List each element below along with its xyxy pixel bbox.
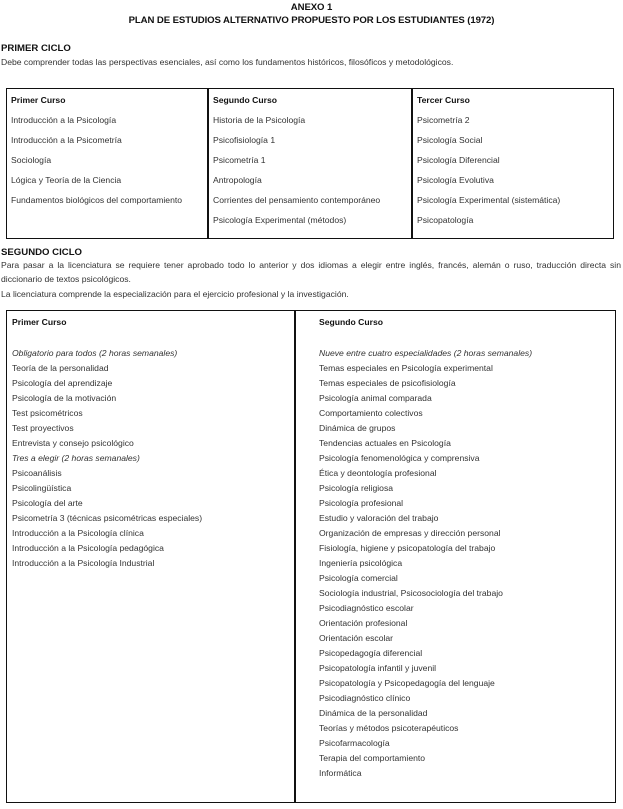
course-item: Psicología religiosa (319, 483, 394, 493)
course-item: Test proyectivos (12, 423, 74, 433)
column-title: Primer Curso (11, 95, 66, 105)
group-note: Tres a elegir (2 horas semanales) (12, 453, 140, 463)
course-item: Introducción a la Psicología pedagógica (12, 543, 164, 553)
course-item: Fundamentos biológicos del comportamiento (11, 195, 183, 205)
segundo-ciclo-column-2 (296, 311, 615, 802)
course-item: Orientación profesional (319, 618, 408, 628)
course-item: Organización de empresas y dirección personal (319, 528, 501, 538)
course-item: Introducción a la Psicología Industrial (12, 558, 155, 568)
course-item: Psicología Diferencial (417, 155, 500, 165)
course-item: Psicología Experimental (métodos) (213, 215, 347, 225)
primer-ciclo-column-2 (209, 89, 413, 238)
group-note: Nueve entre cuatro especialidades (2 horas semanales) (319, 348, 533, 358)
course-item: Psicofisiología 1 (213, 135, 276, 145)
course-item: Psicodiagnóstico escolar (319, 603, 414, 613)
segundo-ciclo-column-1 (7, 311, 296, 802)
course-item: Psicometría 1 (213, 155, 266, 165)
course-item: Psicometría 3 (técnicas psicométricas especiales) (12, 513, 203, 523)
course-item: Psicología animal comparada (319, 393, 432, 403)
course-item: Estudio y valoración del trabajo (319, 513, 439, 523)
course-item: Introducción a la Psicometría (11, 135, 122, 145)
course-item: Introducción a la Psicología clínica (12, 528, 144, 538)
course-item: Psicopatología (417, 215, 474, 225)
column-title: Segundo Curso (319, 317, 383, 327)
segundo-ciclo-heading: SEGUNDO CICLO (1, 247, 83, 258)
primer-ciclo-description: Debe comprender todas las perspectivas esenciales, así como los fundamentos históricos, filosóficos y metodológicos. (1, 57, 454, 67)
course-item: Tendencias actuales en Psicología (319, 438, 451, 448)
course-item: Informática (319, 768, 362, 778)
group-note: Obligatorio para todos (2 horas semanales) (12, 348, 178, 358)
course-item: Teoría de la personalidad (12, 363, 109, 373)
course-item: Psicología de la motivación (12, 393, 117, 403)
course-item: Teorías y métodos psicoterapéuticos (319, 723, 459, 733)
course-item: Psicología del aprendizaje (12, 378, 113, 388)
course-item: Psicopatología y Psicopedagogía del lenguaje (319, 678, 495, 688)
primer-ciclo-table (6, 88, 614, 239)
course-item: Psicodiagnóstico clínico (319, 693, 411, 703)
course-item: Psicología comercial (319, 573, 398, 583)
course-item: Temas especiales de psicofisiología (319, 378, 456, 388)
course-item: Psicología Experimental (sistemática) (417, 195, 561, 205)
course-item: Sociología (11, 155, 52, 165)
column-title: Segundo Curso (213, 95, 277, 105)
column-title: Primer Curso (12, 317, 67, 327)
annex-label: ANEXO 1 (290, 2, 333, 13)
document-title: PLAN DE ESTUDIOS ALTERNATIVO PROPUESTO POR LOS ESTUDIANTES (1972) (128, 14, 495, 26)
course-item: Ética y deontología profesional (319, 468, 437, 478)
column-title: Tercer Curso (417, 95, 470, 105)
course-item: Psicología fenomenológica y comprensiva (319, 453, 480, 463)
primer-ciclo-column-3 (413, 89, 613, 238)
course-item: Psicometría 2 (417, 115, 470, 125)
course-item: Psicología del arte (12, 498, 83, 508)
course-item: Psicología profesional (319, 498, 404, 508)
course-item: Psicoanálisis (12, 468, 62, 478)
course-item: Psicología Social (417, 135, 483, 145)
course-item: Psicopedagogía diferencial (319, 648, 423, 658)
course-item: Test psicométricos (12, 408, 83, 418)
segundo-ciclo-description: Para pasar a la licenciatura se requiere tener aprobado todo lo anterior y dos idiomas a elegir entre inglés, francés, alemán o ruso, traducción directa sin diccionario de textos psicológicos. (1, 260, 621, 284)
course-item: Terapia del comportamiento (319, 753, 426, 763)
course-item: Lógica y Teoría de la Ciencia (11, 175, 122, 185)
course-item: Dinámica de grupos (319, 423, 396, 433)
course-item: Comportamiento colectivos (319, 408, 423, 418)
course-item: Corrientes del pensamiento contemporáneo (213, 195, 381, 205)
primer-ciclo-heading: PRIMER CICLO (1, 43, 71, 54)
segundo-ciclo-table (6, 310, 616, 803)
course-item: Introducción a la Psicología (11, 115, 117, 125)
document-title-block (0, 2, 623, 27)
course-item: Historia de la Psicología (213, 115, 306, 125)
course-item: Fisiología, higiene y psicopatología del trabajo (319, 543, 496, 553)
course-item: Orientación escolar (319, 633, 394, 643)
course-item: Psicolingüística (12, 483, 72, 493)
segundo-ciclo-note: La licenciatura comprende la especialización para el ejercicio profesional y la investigación. (1, 289, 349, 299)
course-item: Sociología industrial, Psicosociología del trabajo (319, 588, 503, 598)
course-item: Entrevista y consejo psicológico (12, 438, 134, 448)
course-item: Psicopatología infantil y juvenil (319, 663, 437, 673)
course-item: Temas especiales en Psicología experimental (319, 363, 493, 373)
course-item: Psicología Evolutiva (417, 175, 494, 185)
course-item: Antropología (213, 175, 262, 185)
course-item: Psicofarmacología (319, 738, 390, 748)
course-item: Dinámica de la personalidad (319, 708, 428, 718)
course-item: Ingeniería psicológica (319, 558, 403, 568)
primer-ciclo-column-1 (7, 89, 209, 238)
